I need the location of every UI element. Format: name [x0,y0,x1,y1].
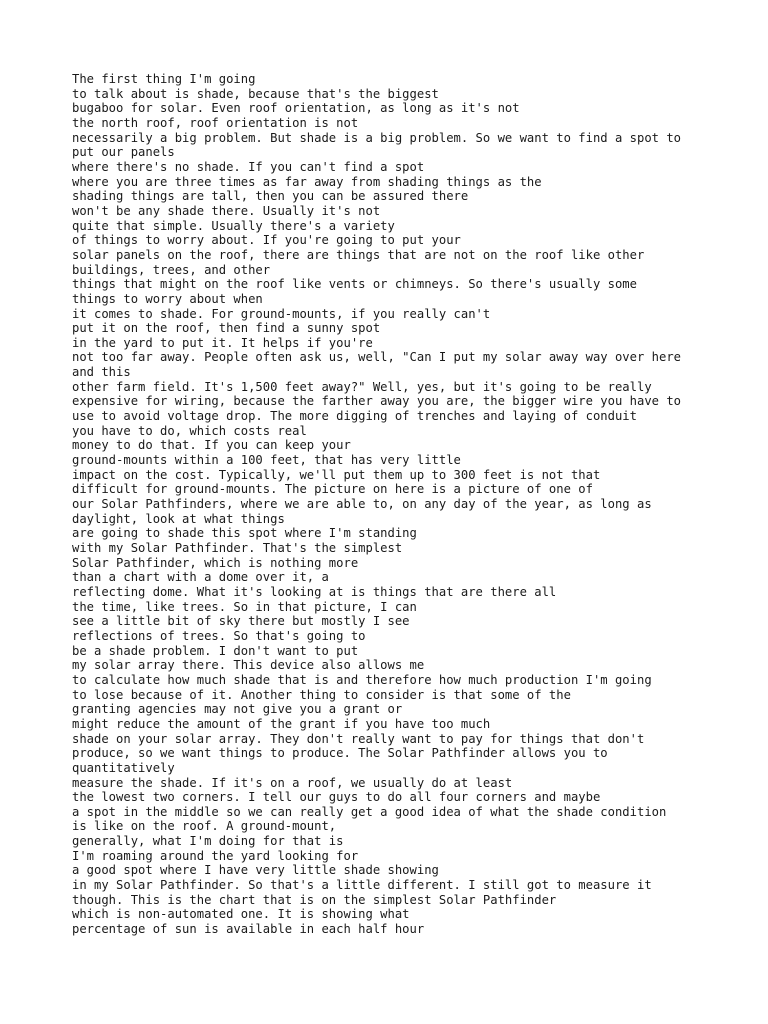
text-line: where there's no shade. If you can't find a spot [72,159,425,174]
text-line: my solar array there. This device also allows me [72,658,425,673]
text-line: though. This is the chart that is on the simplest Solar Pathfinder [72,892,557,907]
text-line: in the yard to put it. It helps if you're [72,335,373,350]
text-line: daylight, look at what things [72,511,285,526]
text-line: I'm roaming around the yard looking for [72,848,359,863]
transcript-text [72,72,712,937]
text-line: solar panels on the roof, there are things that are not on the roof like other [72,247,645,262]
text-line: which is non-automated one. It is showing what [72,907,410,922]
text-line: the time, like trees. So in that picture, I can [72,599,417,614]
text-line: necessarily a big problem. But shade is a big problem. So we want to find a spot to [72,130,682,145]
text-line: The first thing I'm going [72,72,256,86]
text-line: where you are three times as far away from shading things as the [72,174,542,189]
text-line: are going to shade this spot where I'm standing [72,526,417,541]
text-line: to talk about is shade, because that's the biggest [72,86,439,101]
text-line: ground-mounts within a 100 feet, that has very little [72,453,461,468]
text-line: shading things are tall, then you can be assured there [72,189,469,204]
text-line: put it on the roof, then find a sunny spot [72,321,381,336]
text-line: things that might on the roof like vents or chimneys. So there's usually some [72,277,637,292]
text-line: might reduce the amount of the grant if you have too much [72,716,491,731]
text-line: reflecting dome. What it's looking at is things that are there all [72,584,557,599]
text-line: produce, so we want things to produce. The Solar Pathfinder allows you to [72,746,608,761]
text-line: Solar Pathfinder, which is nothing more [72,555,359,570]
text-line: not too far away. People often ask us, well, "Can I put my solar away way over here [72,350,682,365]
text-line: won't be any shade there. Usually it's not [72,203,381,218]
text-line: our Solar Pathfinders, where we are able to, on any day of the year, as long as [72,497,652,512]
text-line: use to avoid voltage drop. The more digging of trenches and laying of conduit [72,409,637,424]
text-line: expensive for wiring, because the farther away you are, the bigger wire you have to [72,394,682,409]
text-line: shade on your solar array. They don't really want to pay for things that don't [72,731,645,746]
text-line: of things to worry about. If you're going to put your [72,233,461,248]
text-line: than a chart with a dome over it, a [72,570,329,585]
text-line: things to worry about when [72,291,263,306]
text-line: be a shade problem. I don't want to put [72,643,359,658]
text-line: money to do that. If you can keep your [72,438,351,453]
text-line: see a little bit of sky there but mostly I see [72,614,410,629]
text-line: it comes to shade. For ground-mounts, if you really can't [72,306,491,321]
text-line: measure the shade. If it's on a roof, we usually do at least [72,775,513,790]
text-line: a good spot where I have very little shade showing [72,863,439,878]
text-line: granting agencies may not give you a grant or [72,702,403,717]
text-line: bugaboo for solar. Even roof orientation, as long as it's not [72,101,520,116]
text-line: buildings, trees, and other [72,262,271,277]
text-line: quite that simple. Usually there's a variety [72,218,395,233]
text-line: you have to do, which costs real [72,423,307,438]
text-line: put our panels [72,145,175,160]
text-line: generally, what I'm doing for that is [72,834,344,849]
text-line: difficult for ground-mounts. The picture on here is a picture of one of [72,482,593,497]
text-line: to calculate how much shade that is and therefore how much production I'm going [72,672,652,687]
text-line: to lose because of it. Another thing to consider is that some of the [72,687,571,702]
text-line: with my Solar Pathfinder. That's the simplest [72,541,403,555]
text-line: and this [72,365,131,380]
text-line: reflections of trees. So that's going to [72,628,366,643]
text-line: is like on the roof. A ground-mount, [72,819,337,834]
text-line: quantitatively [72,760,175,775]
text-line: the north roof, roof orientation is not [72,115,359,130]
text-line: a spot in the middle so we can really get a good idea of what the shade condition [72,804,667,819]
text-line: in my Solar Pathfinder. So that's a little different. I still got to measure it [72,878,652,893]
text-line: impact on the cost. Typically, we'll put them up to 300 feet is not that [72,467,601,482]
text-line: other farm field. It's 1,500 feet away?" Well, yes, but it's going to be really [72,379,652,394]
text-line: percentage of sun is available in each half hour [72,922,425,937]
text-line: the lowest two corners. I tell our guys to do all four corners and maybe [72,790,601,805]
